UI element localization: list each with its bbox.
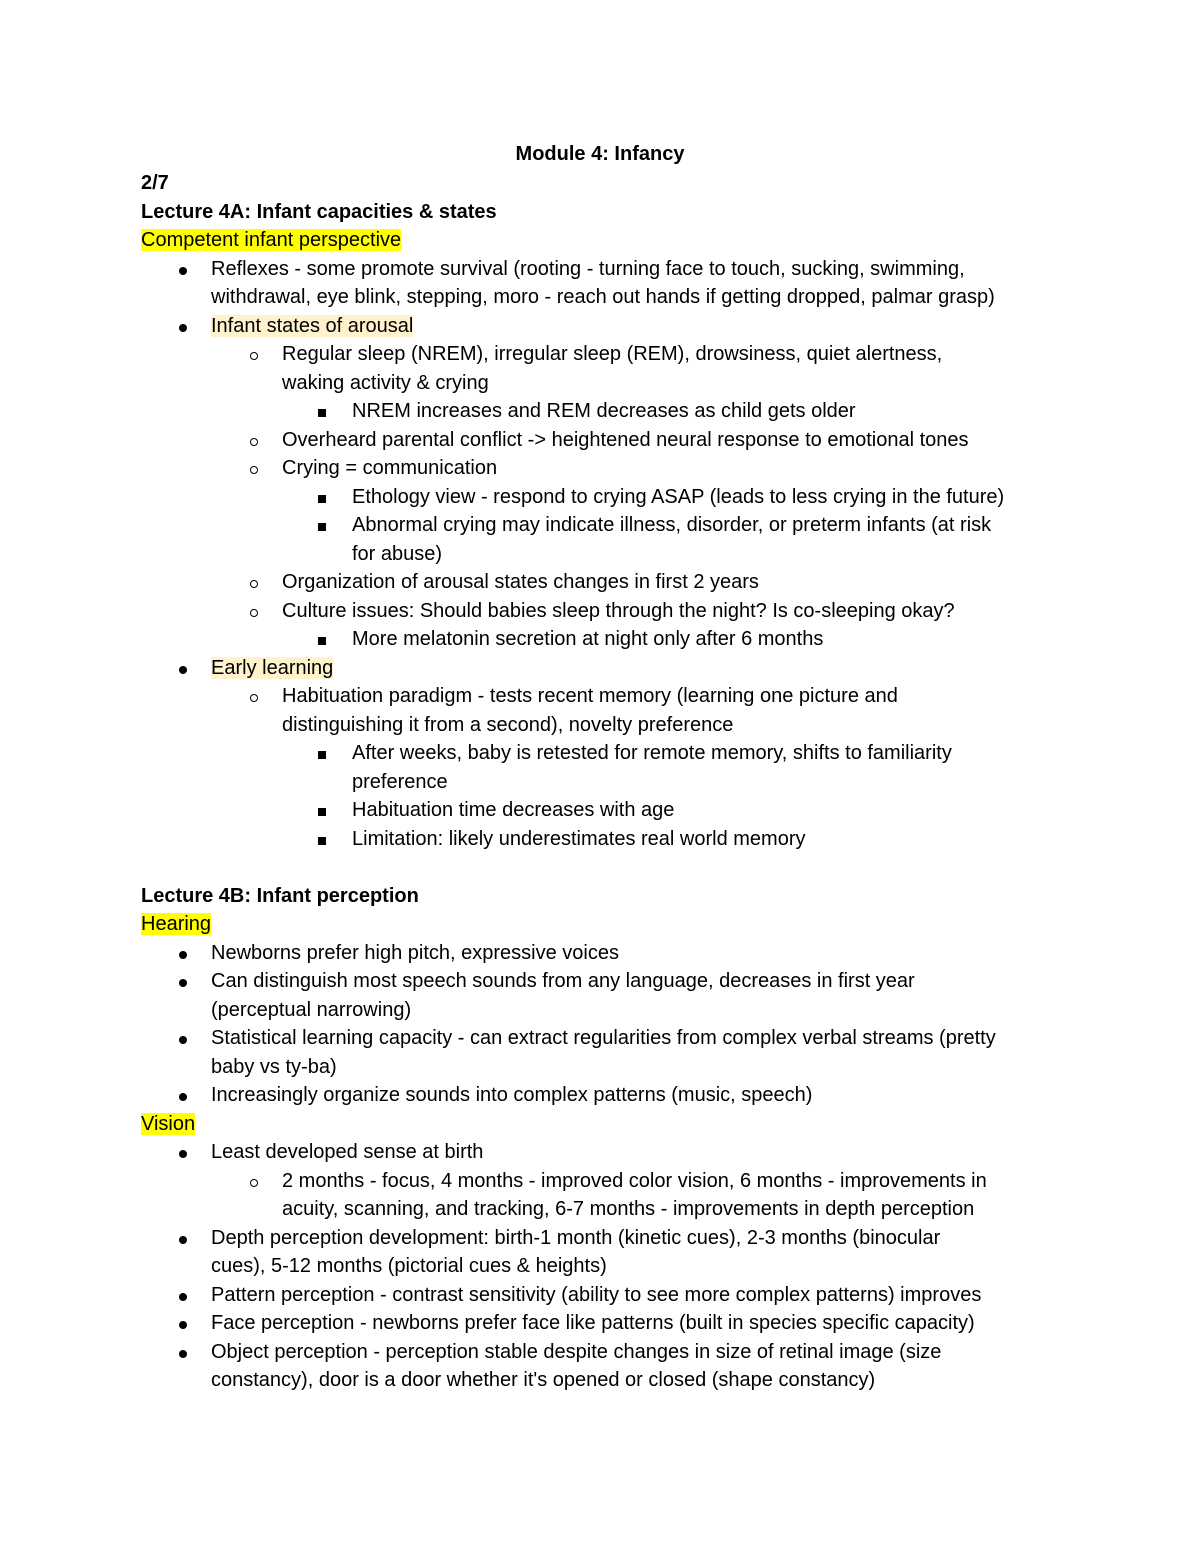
bullet-icon xyxy=(179,1321,187,1329)
bullet-icon xyxy=(179,1350,187,1358)
list-item-conflict: Overheard parental conflict -> heightened neural response to emotional tones xyxy=(141,426,1071,455)
list-item-culture: Culture issues: Should babies sleep through the night? Is co-sleeping okay? xyxy=(141,597,1071,626)
bullet-icon xyxy=(179,666,187,674)
list-item-vision-1: Pattern perception - contrast sensitivity (ability to see more complex patterns) improves xyxy=(141,1281,1071,1310)
bullet-icon xyxy=(179,324,187,332)
list-item-organization: Organization of arousal states changes in first 2 years xyxy=(141,568,1071,597)
circle-bullet-icon xyxy=(250,694,258,702)
topic-vision: Vision xyxy=(141,1112,196,1135)
circle-bullet-icon xyxy=(250,609,258,617)
lecture-4a-heading: Lecture 4A: Infant capacities & states xyxy=(141,200,497,223)
list-item-melatonin: More melatonin secretion at night only after 6 months xyxy=(141,625,1071,654)
circle-bullet-icon xyxy=(250,352,258,360)
list-item-sleep: Regular sleep (NREM), irregular sleep (REM), drowsiness, quiet alertness, waking activity & crying xyxy=(141,340,1071,397)
square-bullet-icon xyxy=(318,495,326,503)
lecture-4b-heading: Lecture 4B: Infant perception xyxy=(141,884,419,907)
list-item-vision-2: Face perception - newborns prefer face like patterns (built in species specific capacity) xyxy=(141,1309,1071,1338)
bullet-icon xyxy=(179,1093,187,1101)
square-bullet-icon xyxy=(318,751,326,759)
square-bullet-icon xyxy=(318,523,326,531)
list-item-limitation: Limitation: likely underestimates real world memory xyxy=(141,825,1071,854)
topic-hearing: Hearing xyxy=(141,913,212,935)
topic-competent-infant: Competent infant perspective xyxy=(141,229,402,251)
square-bullet-icon xyxy=(318,808,326,816)
square-bullet-icon xyxy=(318,637,326,645)
list-item-abnormal: Abnormal crying may indicate illness, disorder, or preterm infants (at risk for abuse) xyxy=(141,511,1071,568)
list-item-habituation: Habituation paradigm - tests recent memory (learning one picture and distinguishing it from a second), novelty preference xyxy=(141,682,1071,739)
bullet-icon xyxy=(179,1150,187,1158)
bullet-icon xyxy=(179,267,187,275)
list-item-early-learning: Early learning xyxy=(141,654,1071,683)
bullet-icon xyxy=(179,1236,187,1244)
list-item-hearing-0: Newborns prefer high pitch, expressive voices xyxy=(141,939,1071,968)
list-item-reflexes: Reflexes - some promote survival (rooting - turning face to touch, sucking, swimming, withdrawal, eye blink, stepping, moro - reach out hands if getting dropped, palmar grasp) xyxy=(141,255,1071,312)
circle-bullet-icon xyxy=(250,580,258,588)
circle-bullet-icon xyxy=(250,1179,258,1187)
list-item-ethology: Ethology view - respond to crying ASAP (leads to less crying in the future) xyxy=(141,483,1071,512)
list-item-arousal: Infant states of arousal xyxy=(141,312,1071,341)
list-item-hearing-1: Can distinguish most speech sounds from any language, decreases in first year (perceptual narrowing) xyxy=(141,967,1071,1024)
list-item-weeks: After weeks, baby is retested for remote memory, shifts to familiarity preference xyxy=(141,739,1071,796)
list-item-months: 2 months - focus, 4 months - improved color vision, 6 months - improvements in acuity, scanning, and tracking, 6-7 months - improvements in depth perception xyxy=(141,1167,1071,1224)
list-item-vision-3: Object perception - perception stable despite changes in size of retinal image (size constancy), door is a door whether it's opened or closed (shape constancy) xyxy=(141,1338,1071,1395)
circle-bullet-icon xyxy=(250,438,258,446)
list-item-least-developed: Least developed sense at birth xyxy=(141,1138,1071,1167)
bullet-icon xyxy=(179,979,187,987)
list-item-crying: Crying = communication xyxy=(141,454,1071,483)
list-item-hearing-2: Statistical learning capacity - can extract regularities from complex verbal streams (pretty baby vs ty-ba) xyxy=(141,1024,1071,1081)
date-label: 2/7 xyxy=(141,172,169,194)
list-item-vision-0: Depth perception development: birth-1 month (kinetic cues), 2-3 months (binocular cues), 5-12 months (pictorial cues & heights) xyxy=(141,1224,1071,1281)
bullet-icon xyxy=(179,1293,187,1301)
notes-content xyxy=(141,139,1071,1395)
circle-bullet-icon xyxy=(250,466,258,474)
square-bullet-icon xyxy=(318,837,326,845)
bullet-icon xyxy=(179,1036,187,1044)
list-item-nrem: NREM increases and REM decreases as child gets older xyxy=(141,397,1071,426)
list-item-habituation-time: Habituation time decreases with age xyxy=(141,796,1071,825)
square-bullet-icon xyxy=(318,409,326,417)
list-item-hearing-3: Increasingly organize sounds into complex patterns (music, speech) xyxy=(141,1081,1071,1110)
page-title: Module 4: Infancy xyxy=(515,143,685,165)
bullet-icon xyxy=(179,951,187,959)
